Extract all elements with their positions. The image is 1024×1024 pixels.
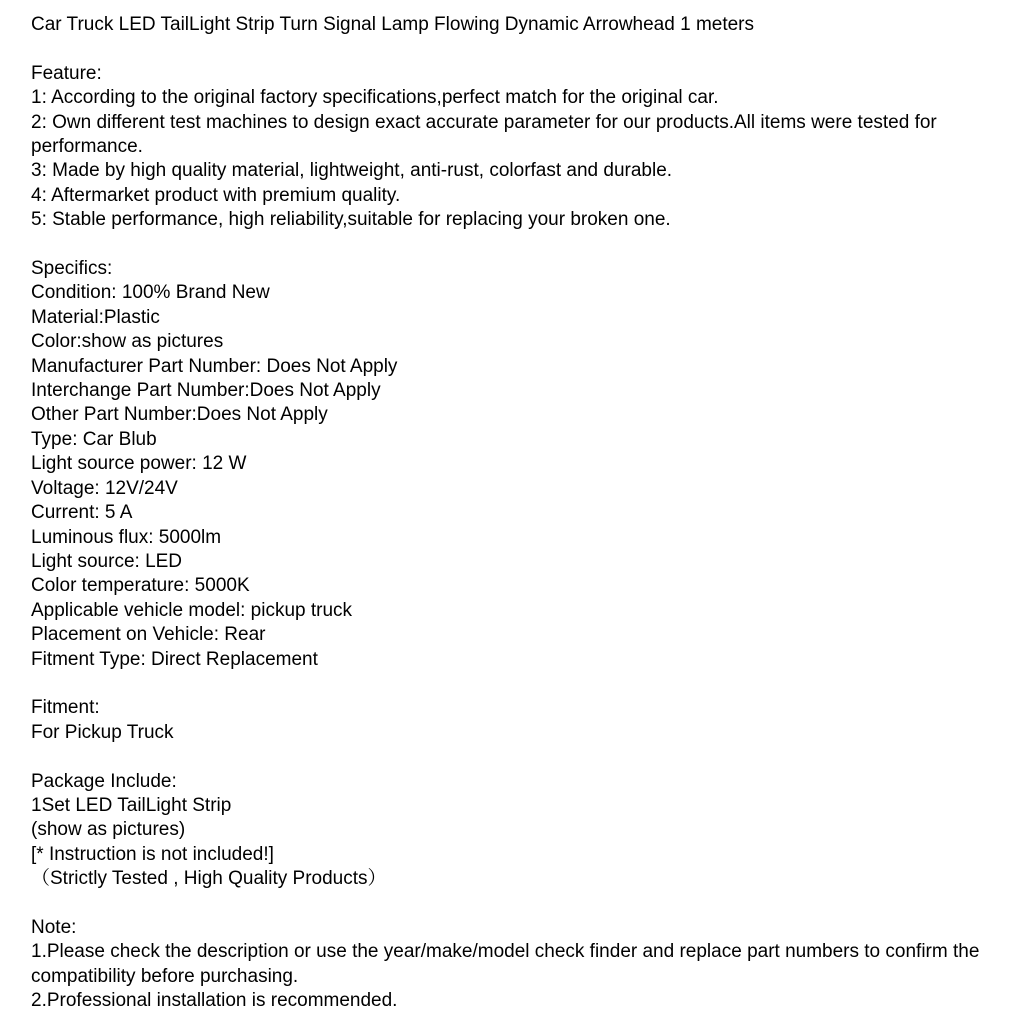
feature-item: 5: Stable performance, high reliability,suitable for replacing your broken one. [31, 209, 671, 231]
note-item: 1.Please check the description or use the year/make/model check finder and replace part numbers to confirm the compatibility before purchasing. [31, 941, 980, 987]
spec-condition: Condition: 100% Brand New [31, 282, 270, 304]
fitment-item: For Pickup Truck [31, 721, 174, 743]
package-section [31, 770, 981, 892]
feature-item: 2: Own different test machines to design exact accurate parameter for our products.All items were tested for performance. [31, 111, 937, 158]
spec-other-part-number: Other Part Number:Does Not Apply [31, 404, 328, 426]
spec-current: Current: 5 A [31, 502, 133, 524]
spec-color: Color:show as pictures [31, 331, 224, 353]
title-block [31, 13, 981, 37]
note-section [31, 916, 981, 1014]
spec-interchange-part-number: Interchange Part Number:Does Not Apply [31, 380, 381, 402]
fitment-section [31, 696, 981, 745]
feature-item: 4: Aftermarket product with premium quality. [31, 184, 401, 206]
spec-applicable-vehicle-model: Applicable vehicle model: pickup truck [31, 599, 353, 621]
fitment-heading: Fitment: [31, 697, 100, 719]
spec-manufacturer-part-number: Manufacturer Part Number: Does Not Apply [31, 355, 398, 377]
spec-material: Material:Plastic [31, 306, 160, 328]
spec-light-source-power: Light source power: 12 W [31, 453, 247, 475]
feature-heading: Feature: [31, 62, 102, 84]
spec-fitment-type: Fitment Type: Direct Replacement [31, 648, 318, 670]
package-item: （Strictly Tested , High Quality Products） [31, 868, 387, 890]
spec-color-temperature: Color temperature: 5000K [31, 575, 250, 597]
specifics-section [31, 257, 981, 672]
package-item: (show as pictures) [31, 819, 186, 841]
product-title: Car Truck LED TailLight Strip Turn Signal Lamp Flowing Dynamic Arrowhead 1 meters [31, 14, 755, 35]
feature-item: 1: According to the original factory specifications,perfect match for the original car. [31, 87, 719, 109]
feature-section [31, 62, 981, 233]
spec-voltage: Voltage: 12V/24V [31, 477, 178, 499]
note-heading: Note: [31, 916, 77, 938]
spec-luminous-flux: Luminous flux: 5000lm [31, 526, 222, 548]
feature-item: 3: Made by high quality material, lightweight, anti-rust, colorfast and durable. [31, 160, 673, 182]
spec-type: Type: Car Blub [31, 428, 157, 450]
package-item: 1Set LED TailLight Strip [31, 794, 232, 816]
package-heading: Package Include: [31, 770, 177, 792]
spec-placement-on-vehicle: Placement on Vehicle: Rear [31, 624, 266, 646]
package-item: [* Instruction is not included!] [31, 843, 274, 865]
spec-light-source: Light source: LED [31, 550, 183, 572]
specifics-heading: Specifics: [31, 258, 113, 280]
note-item: 2.Professional installation is recommended. [31, 990, 398, 1012]
